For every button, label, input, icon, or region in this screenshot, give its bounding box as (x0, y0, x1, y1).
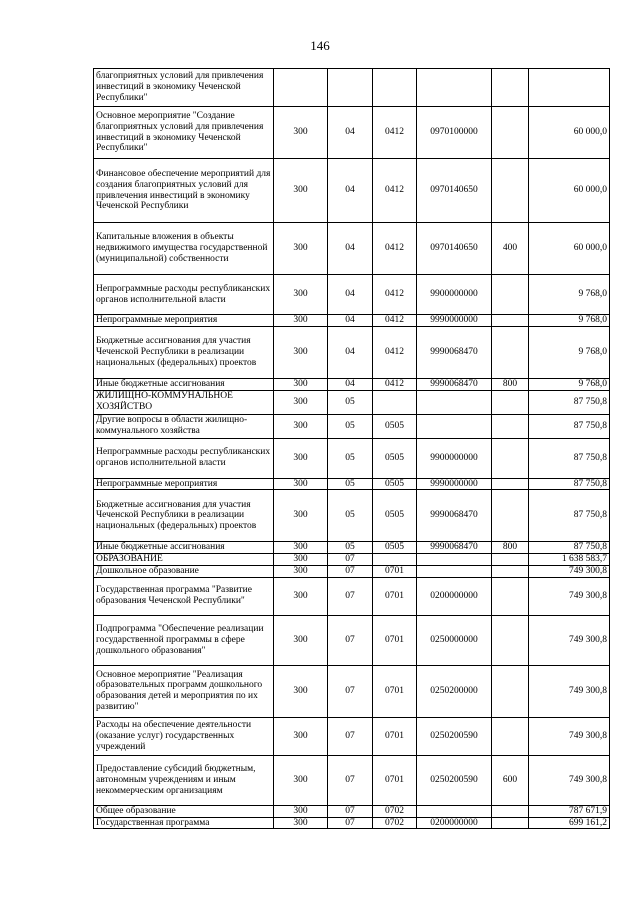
table-row (94, 755, 610, 805)
row-csr: 0250200000 (417, 665, 492, 717)
row-rz: 04 (328, 315, 373, 327)
row-pr: 0701 (373, 717, 417, 755)
row-name: Другие вопросы в области жилищно-коммунального хозяйства (94, 414, 274, 438)
row-csr: 0200000000 (417, 577, 492, 615)
row-vr (492, 805, 529, 817)
row-ved: 300 (274, 805, 328, 817)
row-name: Бюджетные ассигнования для участия Чеченской Республики в реализации национальных (федеральных) проектов (94, 490, 274, 542)
row-sum: 749 300,8 (529, 717, 610, 755)
row-vr: 800 (492, 542, 529, 554)
row-csr: 9990068470 (417, 378, 492, 390)
row-csr: 0250200590 (417, 755, 492, 805)
table-row (94, 159, 610, 223)
table-row (94, 107, 610, 159)
table-row (94, 554, 610, 566)
row-rz: 04 (328, 159, 373, 223)
table-row (94, 378, 610, 390)
row-pr: 0701 (373, 577, 417, 615)
table-row (94, 577, 610, 615)
row-ved: 300 (274, 438, 328, 478)
row-sum: 749 300,8 (529, 665, 610, 717)
row-sum: 9 768,0 (529, 315, 610, 327)
row-pr: 0701 (373, 665, 417, 717)
row-ved: 300 (274, 577, 328, 615)
row-name: Финансовое обеспечение мероприятий для создания благоприятных условий для привлечения инвестиций в экономику Чеченской Республики (94, 159, 274, 223)
row-ved: 300 (274, 275, 328, 315)
row-ved: 300 (274, 414, 328, 438)
row-sum: 87 750,8 (529, 478, 610, 490)
row-rz: 07 (328, 615, 373, 665)
row-name: Подпрограмма "Обеспечение реализации государственной программы в сфере дошкольного образования" (94, 615, 274, 665)
row-sum: 87 750,8 (529, 542, 610, 554)
row-ved: 300 (274, 565, 328, 577)
row-rz: 05 (328, 490, 373, 542)
row-name: Предоставление субсидий бюджетным, автономным учреждениям и иным некоммерческим организациям (94, 755, 274, 805)
row-csr (417, 554, 492, 566)
row-vr (492, 414, 529, 438)
row-vr (492, 390, 529, 414)
row-sum: 749 300,8 (529, 755, 610, 805)
row-sum: 749 300,8 (529, 615, 610, 665)
row-vr (492, 107, 529, 159)
table-row (94, 565, 610, 577)
row-pr: 0505 (373, 438, 417, 478)
row-name: Общее образование (94, 805, 274, 817)
row-rz: 07 (328, 665, 373, 717)
row-csr: 9990068470 (417, 326, 492, 378)
row-vr (492, 665, 529, 717)
row-pr: 0505 (373, 478, 417, 490)
row-ved (274, 69, 328, 107)
row-sum: 60 000,0 (529, 159, 610, 223)
row-rz: 05 (328, 542, 373, 554)
row-vr (492, 69, 529, 107)
row-vr (492, 717, 529, 755)
row-rz: 07 (328, 755, 373, 805)
table-row (94, 390, 610, 414)
row-csr: 0200000000 (417, 817, 492, 829)
row-csr: 9990068470 (417, 542, 492, 554)
row-pr: 0412 (373, 107, 417, 159)
row-ved: 300 (274, 378, 328, 390)
row-name: ОБРАЗОВАНИЕ (94, 554, 274, 566)
row-vr: 400 (492, 223, 529, 275)
row-name: Государственная программа (94, 817, 274, 829)
row-csr: 0970100000 (417, 107, 492, 159)
row-pr (373, 69, 417, 107)
row-name: ЖИЛИЩНО-КОММУНАЛЬНОЕ ХОЗЯЙСТВО (94, 390, 274, 414)
row-name: Дошкольное образование (94, 565, 274, 577)
row-csr: 0970140650 (417, 159, 492, 223)
row-vr (492, 577, 529, 615)
table-row (94, 223, 610, 275)
row-vr (492, 159, 529, 223)
row-rz: 04 (328, 223, 373, 275)
row-pr: 0701 (373, 565, 417, 577)
row-vr (492, 554, 529, 566)
row-rz: 05 (328, 390, 373, 414)
row-ved: 300 (274, 755, 328, 805)
row-sum: 1 638 583,7 (529, 554, 610, 566)
row-rz: 07 (328, 565, 373, 577)
row-sum: 87 750,8 (529, 490, 610, 542)
row-sum: 9 768,0 (529, 326, 610, 378)
row-rz: 04 (328, 275, 373, 315)
row-vr (492, 817, 529, 829)
row-sum: 87 750,8 (529, 414, 610, 438)
row-ved: 300 (274, 490, 328, 542)
row-sum: 60 000,0 (529, 223, 610, 275)
row-sum: 749 300,8 (529, 565, 610, 577)
row-pr: 0505 (373, 542, 417, 554)
row-csr (417, 390, 492, 414)
page-number: 146 (310, 38, 330, 53)
row-csr (417, 414, 492, 438)
row-pr: 0505 (373, 414, 417, 438)
table-row (94, 717, 610, 755)
table-row (94, 805, 610, 817)
row-ved: 300 (274, 615, 328, 665)
row-name: Непрограммные расходы республиканских органов исполнительной власти (94, 275, 274, 315)
table-row (94, 817, 610, 829)
row-csr (417, 69, 492, 107)
row-rz: 07 (328, 577, 373, 615)
table-row (94, 542, 610, 554)
row-name: Основное мероприятие "Реализация образовательных программ дошкольного образования детей и мероприятия по их развитию" (94, 665, 274, 717)
row-ved: 300 (274, 817, 328, 829)
row-vr: 600 (492, 755, 529, 805)
row-vr (492, 275, 529, 315)
row-ved: 300 (274, 554, 328, 566)
row-csr (417, 805, 492, 817)
table-row (94, 490, 610, 542)
row-ved: 300 (274, 326, 328, 378)
row-pr (373, 390, 417, 414)
table-row (94, 438, 610, 478)
row-pr: 0412 (373, 223, 417, 275)
row-pr: 0505 (373, 490, 417, 542)
row-name: Непрограммные расходы республиканских органов исполнительной власти (94, 438, 274, 478)
row-pr: 0412 (373, 315, 417, 327)
budget-table (93, 68, 610, 829)
row-sum: 9 768,0 (529, 275, 610, 315)
row-rz: 05 (328, 478, 373, 490)
row-csr: 0970140650 (417, 223, 492, 275)
row-rz: 07 (328, 805, 373, 817)
row-pr: 0412 (373, 275, 417, 315)
row-csr: 9900000000 (417, 275, 492, 315)
table-row (94, 414, 610, 438)
table-row (94, 315, 610, 327)
row-ved: 300 (274, 223, 328, 275)
row-ved: 300 (274, 159, 328, 223)
row-sum: 87 750,8 (529, 390, 610, 414)
row-csr: 9990000000 (417, 478, 492, 490)
table-row (94, 665, 610, 717)
row-name: Основное мероприятие "Создание благоприятных условий для привлечения инвестиций в экономику Чеченской Республики" (94, 107, 274, 159)
row-csr: 0250200590 (417, 717, 492, 755)
row-sum: 87 750,8 (529, 438, 610, 478)
row-vr (492, 326, 529, 378)
row-name: Расходы на обеспечение деятельности (оказание услуг) государственных учреждений (94, 717, 274, 755)
row-ved: 300 (274, 717, 328, 755)
row-name: Бюджетные ассигнования для участия Чеченской Республики в реализации национальных (федеральных) проектов (94, 326, 274, 378)
row-sum: 787 671,9 (529, 805, 610, 817)
row-pr: 0702 (373, 805, 417, 817)
row-rz: 04 (328, 326, 373, 378)
row-ved: 300 (274, 478, 328, 490)
row-name: Непрограммные мероприятия (94, 478, 274, 490)
row-ved: 300 (274, 542, 328, 554)
table-row (94, 326, 610, 378)
row-name: Иные бюджетные ассигнования (94, 378, 274, 390)
row-vr (492, 478, 529, 490)
row-sum: 699 161,2 (529, 817, 610, 829)
row-rz (328, 69, 373, 107)
row-vr (492, 315, 529, 327)
row-name: Государственная программа "Развитие образования Чеченской Республики" (94, 577, 274, 615)
row-pr: 0702 (373, 817, 417, 829)
row-rz: 04 (328, 378, 373, 390)
row-sum: 9 768,0 (529, 378, 610, 390)
row-rz: 07 (328, 554, 373, 566)
row-vr (492, 438, 529, 478)
row-ved: 300 (274, 665, 328, 717)
row-csr: 0250000000 (417, 615, 492, 665)
row-pr: 0412 (373, 378, 417, 390)
row-name: Капитальные вложения в объекты недвижимого имущества государственной (муниципальной) собственности (94, 223, 274, 275)
row-ved: 300 (274, 107, 328, 159)
row-rz: 05 (328, 438, 373, 478)
row-pr (373, 554, 417, 566)
row-pr: 0412 (373, 326, 417, 378)
row-csr: 9990068470 (417, 490, 492, 542)
table-row (94, 69, 610, 107)
row-rz: 07 (328, 817, 373, 829)
row-ved: 300 (274, 390, 328, 414)
row-vr (492, 490, 529, 542)
row-rz: 05 (328, 414, 373, 438)
row-csr: 9990000000 (417, 315, 492, 327)
row-sum: 749 300,8 (529, 577, 610, 615)
row-sum (529, 69, 610, 107)
table-row (94, 478, 610, 490)
row-csr: 9900000000 (417, 438, 492, 478)
row-vr (492, 615, 529, 665)
row-sum: 60 000,0 (529, 107, 610, 159)
row-pr: 0701 (373, 615, 417, 665)
table-row (94, 615, 610, 665)
row-rz: 07 (328, 717, 373, 755)
row-vr (492, 565, 529, 577)
row-pr: 0701 (373, 755, 417, 805)
row-vr: 800 (492, 378, 529, 390)
table-row (94, 275, 610, 315)
row-ved: 300 (274, 315, 328, 327)
row-rz: 04 (328, 107, 373, 159)
row-name: благоприятных условий для привлечения инвестиций в экономику Чеченской Республики" (94, 69, 274, 107)
row-pr: 0412 (373, 159, 417, 223)
row-name: Непрограммные мероприятия (94, 315, 274, 327)
row-csr (417, 565, 492, 577)
row-name: Иные бюджетные ассигнования (94, 542, 274, 554)
